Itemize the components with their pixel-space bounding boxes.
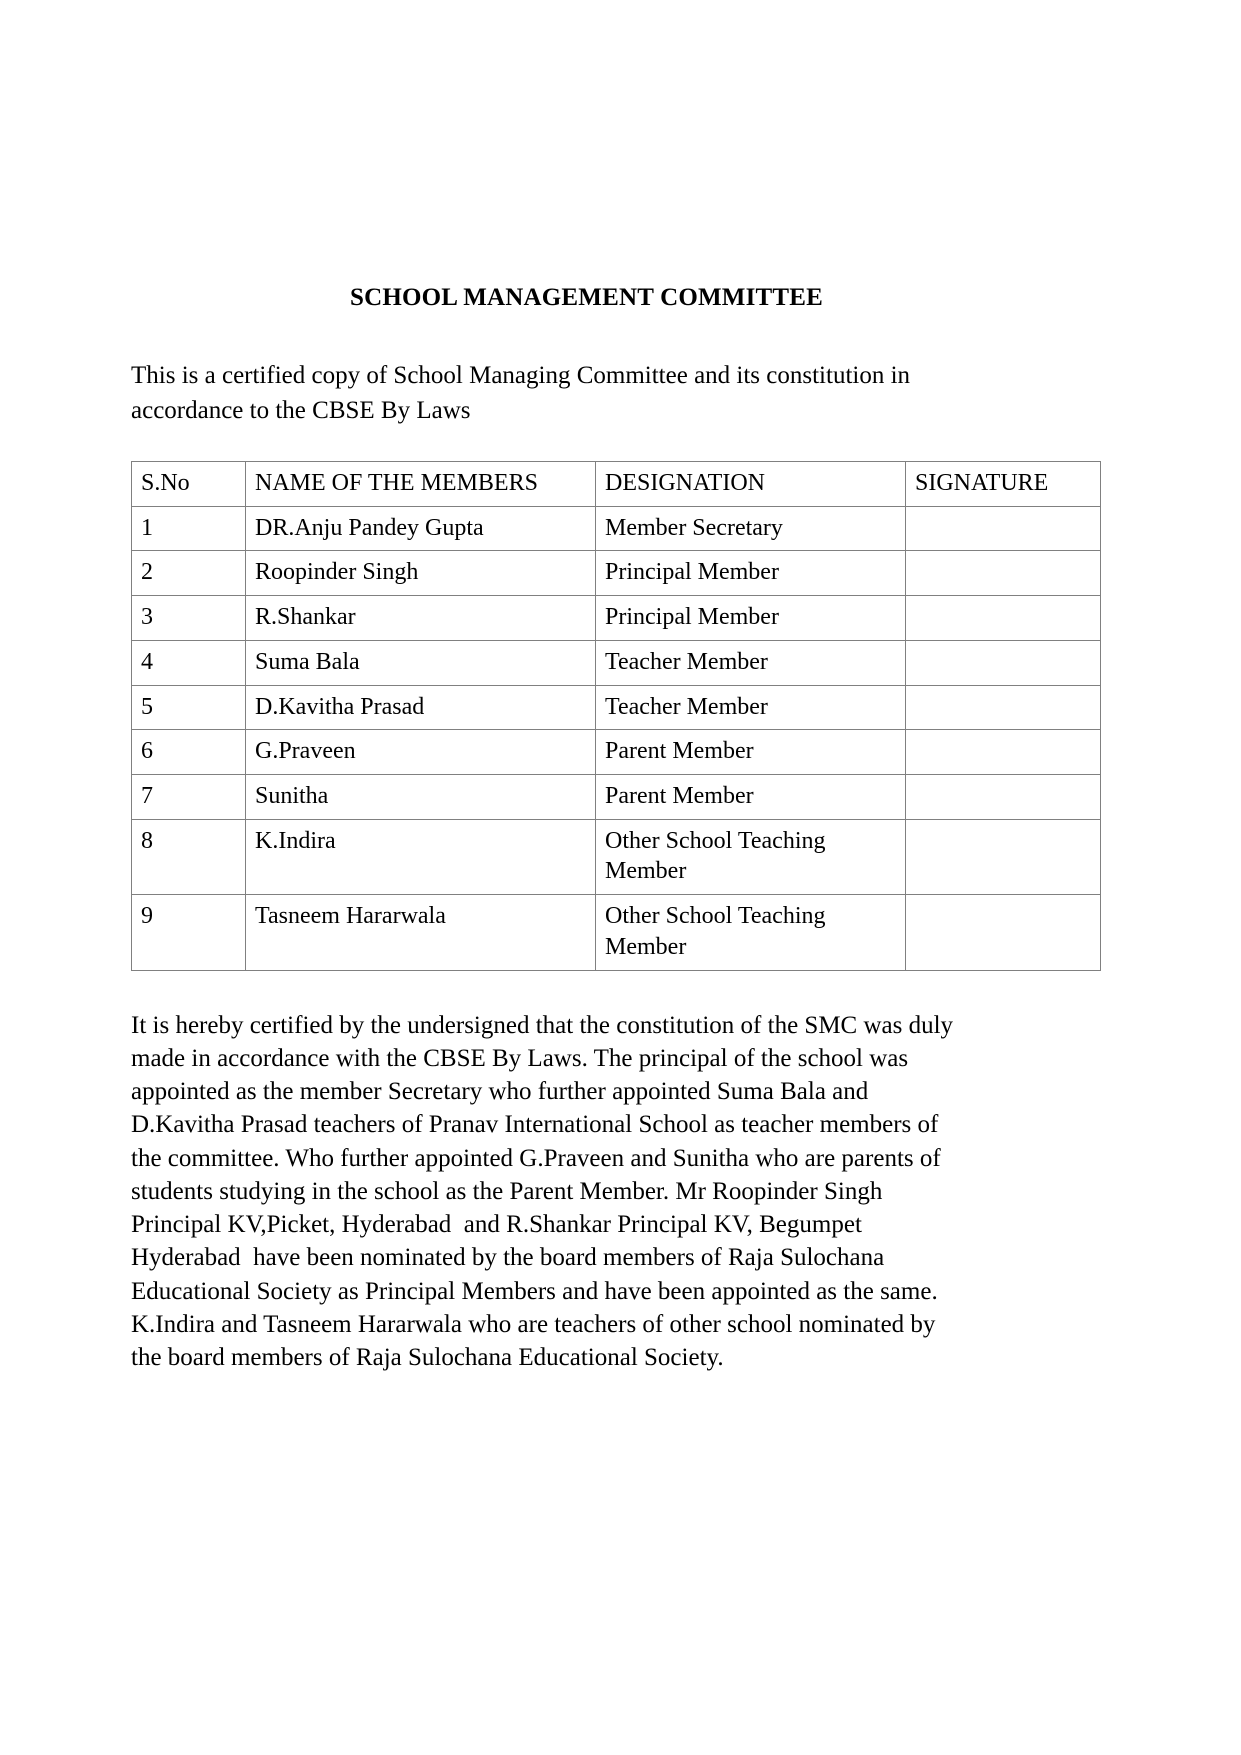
- cell-signature[interactable]: [906, 895, 1101, 970]
- cell-designation: Parent Member: [596, 775, 906, 820]
- cell-signature[interactable]: [906, 819, 1101, 894]
- cell-sno: 4: [132, 640, 246, 685]
- cell-name: DR.Anju Pandey Gupta: [246, 506, 596, 551]
- cell-sno: 3: [132, 596, 246, 641]
- closing-line: students studying in the school as the Parent Member. Mr Roopinder Singh: [131, 1177, 883, 1205]
- table-row: [132, 596, 1101, 641]
- cell-name: Suma Bala: [246, 640, 596, 685]
- closing-paragraph: [131, 1009, 981, 1375]
- cell-signature[interactable]: [906, 640, 1101, 685]
- cell-signature[interactable]: [906, 596, 1101, 641]
- cell-sno: 1: [132, 506, 246, 551]
- cell-sno: 9: [132, 895, 246, 970]
- cell-sno: 2: [132, 551, 246, 596]
- cell-signature[interactable]: [906, 730, 1101, 775]
- cell-name: Tasneem Hararwala: [246, 895, 596, 970]
- column-header-designation: DESIGNATION: [596, 462, 906, 507]
- column-header-name: NAME OF THE MEMBERS: [246, 462, 596, 507]
- table-row: [132, 551, 1101, 596]
- intro-paragraph: This is a certified copy of School Managing Committee and its constitution in accordance to the CBSE By Laws: [131, 362, 911, 424]
- cell-sno: 7: [132, 775, 246, 820]
- cell-designation: Principal Member: [596, 596, 906, 641]
- cell-name: K.Indira: [246, 819, 596, 894]
- cell-designation: Other School Teaching Member: [596, 819, 906, 894]
- cell-name: R.Shankar: [246, 596, 596, 641]
- closing-line: the board members of Raja Sulochana Educational Society.: [131, 1344, 724, 1372]
- cell-signature[interactable]: [906, 775, 1101, 820]
- members-table-body: [132, 506, 1101, 970]
- closing-line: Principal KV,Picket, Hyderabad and R.Shankar Principal KV, Begumpet: [131, 1211, 862, 1239]
- table-row: [132, 685, 1101, 730]
- column-header-signature: SIGNATURE: [906, 462, 1101, 507]
- table-row: [132, 730, 1101, 775]
- closing-line: made in accordance with the CBSE By Laws. The principal of the school was: [131, 1044, 909, 1072]
- closing-line: the committee. Who further appointed G.Praveen and Sunitha who are parents of: [131, 1144, 941, 1172]
- members-table-head: [132, 462, 1101, 507]
- document-body: [131, 283, 1060, 1374]
- cell-name: D.Kavitha Prasad: [246, 685, 596, 730]
- table-row: [132, 506, 1101, 551]
- table-header-row: [132, 462, 1101, 507]
- cell-sno: 6: [132, 730, 246, 775]
- cell-designation: Parent Member: [596, 730, 906, 775]
- cell-designation: Teacher Member: [596, 640, 906, 685]
- closing-line: Educational Society as Principal Members and have been appointed as the same.: [131, 1277, 938, 1305]
- cell-signature[interactable]: [906, 685, 1101, 730]
- page-title: SCHOOL MANAGEMENT COMMITTEE: [349, 284, 824, 311]
- table-row: [132, 640, 1101, 685]
- column-header-sno: S.No: [132, 462, 246, 507]
- cell-designation: Principal Member: [596, 551, 906, 596]
- cell-sno: 8: [132, 819, 246, 894]
- cell-name: Roopinder Singh: [246, 551, 596, 596]
- closing-line: K.Indira and Tasneem Hararwala who are teachers of other school nominated by: [131, 1310, 936, 1338]
- cell-designation: Other School Teaching Member: [596, 895, 906, 970]
- cell-signature[interactable]: [906, 506, 1101, 551]
- cell-name: Sunitha: [246, 775, 596, 820]
- cell-sno: 5: [132, 685, 246, 730]
- closing-line: Hyderabad have been nominated by the board members of Raja Sulochana: [131, 1244, 885, 1272]
- closing-line: It is hereby certified by the undersigned that the constitution of the SMC was duly: [131, 1011, 954, 1039]
- table-row: [132, 819, 1101, 894]
- table-row: [132, 895, 1101, 970]
- cell-designation: Teacher Member: [596, 685, 906, 730]
- cell-signature[interactable]: [906, 551, 1101, 596]
- members-table: [131, 461, 1101, 971]
- table-row: [132, 775, 1101, 820]
- closing-line: D.Kavitha Prasad teachers of Pranav International School as teacher members of: [131, 1111, 939, 1139]
- closing-line: appointed as the member Secretary who further appointed Suma Bala and: [131, 1078, 869, 1106]
- cell-designation: Member Secretary: [596, 506, 906, 551]
- cell-name: G.Praveen: [246, 730, 596, 775]
